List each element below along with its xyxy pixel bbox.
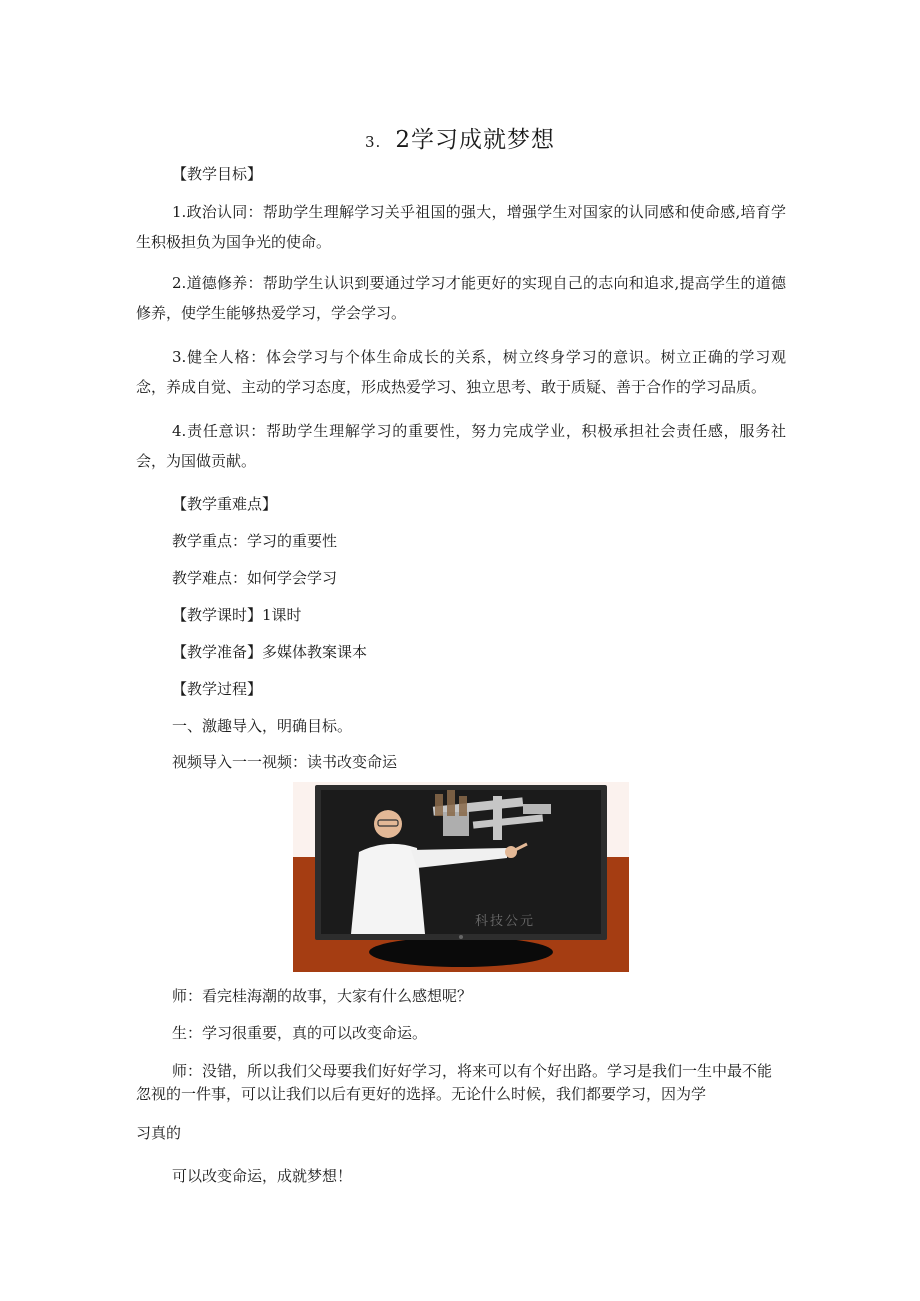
objective-item-3: 3.健全人格：体会学习与个体生命成长的关系，树立终身学习的意识。树立正确的学习观念，养成自觉、主动的学习态度，形成热爱学习、独立思考、敢于质疑、善于合作的学习品质。 <box>136 348 786 396</box>
title-text: 2学习成就梦想 <box>395 127 555 153</box>
video-intro: 视频导入一一视频：读书改变命运 <box>172 753 398 771</box>
teacher-line-1: 师：看完桂海潮的故事，大家有什么感想呢？ <box>172 987 473 1005</box>
difficult-point: 教学难点：如何学会学习 <box>172 569 338 587</box>
tv-illustration <box>293 782 629 972</box>
objective-item-1: 1.政治认同：帮助学生理解学习关乎祖国的强大，增强学生对国家的认同感和使命感,培育学生积极担负为国争光的使命。 <box>136 203 786 251</box>
objective-item-2: 2.道德修养：帮助学生认识到要通过学习才能更好的实现自己的志向和追求,提高学生的道德修养，使学生能够热爱学习，学会学习。 <box>136 274 786 322</box>
video-still-image <box>293 782 629 972</box>
video-caption: 科技公元 <box>475 913 536 928</box>
class-hours: 【教学课时】1课时 <box>172 606 302 624</box>
teacher-line-2-end: 可以改变命运，成就梦想！ <box>172 1167 353 1185</box>
teacher-line-2-cont-2: 习真的 <box>136 1124 182 1142</box>
objective-item-4: 4.责任意识：帮助学生理解学习的重要性，努力完成学业，积极承担社会责任感，服务社会，为国做贡献。 <box>136 422 786 470</box>
teacher-line-2-cont: 忽视的一件事，可以让我们以后有更好的选择。无论什么时候，我们都要学习，因为学 <box>136 1085 707 1103</box>
preparation: 【教学准备】多媒体教案课本 <box>172 643 368 661</box>
step-1: 一、激趣导入，明确目标。 <box>172 717 353 735</box>
teacher-line-2: 师：没错，所以我们父母要我们好好学习，将来可以有个好出路。学习是我们一生中最不能 <box>172 1062 773 1080</box>
student-line-1: 生：学习很重要，真的可以改变命运。 <box>172 1024 428 1042</box>
key-point: 教学重点：学习的重要性 <box>172 532 338 550</box>
page-title <box>0 121 920 154</box>
objectives-heading: 【教学目标】 <box>172 165 263 183</box>
title-number: 3. <box>365 133 382 151</box>
key-points-heading: 【教学重难点】 <box>172 495 278 513</box>
process-heading: 【教学过程】 <box>172 680 263 698</box>
